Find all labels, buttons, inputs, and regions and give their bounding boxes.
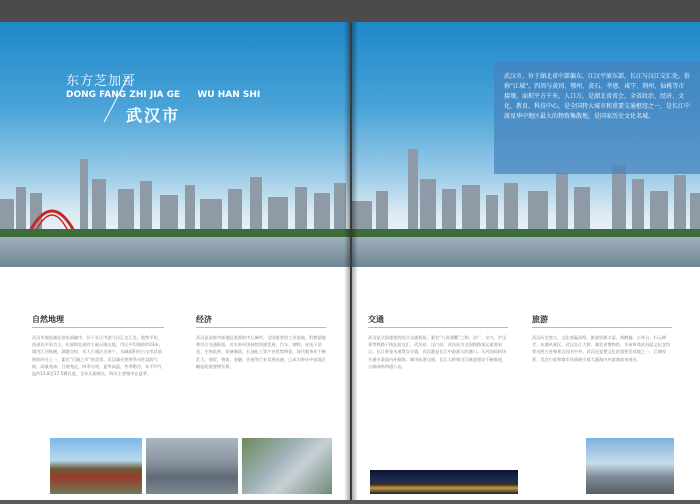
section-divider	[532, 327, 672, 328]
yellow-crane-tower-photo	[50, 438, 142, 494]
title-chinese: 东方芝加哥	[66, 74, 137, 89]
right-page	[352, 22, 700, 500]
section-divider	[196, 327, 326, 328]
city-aerial-photo	[146, 438, 238, 494]
section-divider	[368, 327, 508, 328]
city-skyline	[0, 129, 350, 239]
section-title: 经济	[196, 315, 212, 324]
river	[352, 237, 700, 267]
top-border	[0, 0, 700, 22]
river	[0, 237, 350, 267]
section-body: 武汉历史悠久，文化底蕴深厚，旅游资源丰富。黄鹤楼、古琴台、归元禅寺、东湖风景区、武汉长江大桥、湖北省博物馆、辛亥革命武昌起义纪念馆等名胜古迹和景点闻名中外。武汉还是楚文化的重要发祥地之一，江城夜景、美食小吃和都市风情吸引着大量海内外游客前来观光。	[532, 335, 671, 362]
section-title: 交通	[368, 315, 384, 324]
hero-banner-left	[0, 22, 350, 267]
riverside-stadium-photo	[242, 438, 332, 494]
section-divider	[32, 327, 164, 328]
title-pinyin-right: WU HAN SHI	[197, 90, 261, 100]
section-title: 旅游	[532, 315, 548, 324]
title-pinyin	[66, 90, 260, 100]
night-bridge-photo	[370, 470, 518, 494]
title-pinyin-left: DONG FANG ZHI JIA GE	[66, 90, 181, 100]
section-geography	[32, 314, 164, 377]
intro-text-box: 武汉市，位于湖北省中部偏东，江汉平原东部，长江与汉江交汇处，俗称“江城”。四周与黄冈、鄂州、黄石、孝感、咸宁、荆州、仙桃等市接壤，面积平方千米，人口万，是湖北省省会，全省政治、经济、文化、教育、科技中心，是全国特大城市和重要交通枢纽之一，是长江中游及华中地区最大的物资集散地，是国家历史文化名城。	[494, 62, 700, 174]
page-title	[66, 70, 260, 126]
section-transport	[368, 314, 508, 370]
section-body: 武汉是全国重要的综合交通枢纽，素有“九省通衢”之称。京广、京九、沪汉蓉等铁路干线在此交汇，武汉站、汉口站、武昌站为全国铁路客运重要站点。长江黄金水道贯穿全境，武汉港是长江中游最大的港口。天河国际机场开通多条国内外航线。城市轨道交通、长江大桥和过江隧道建设不断推进，公路网络四通八达。	[368, 335, 507, 369]
section-tourism	[532, 314, 672, 363]
section-title: 自然地理	[32, 315, 64, 324]
section-economy	[196, 314, 326, 370]
section-body: 武汉市地处湖北省东部偏中，位于长江中游与汉江交汇处，地势平坦，西部以平原为主，东部和北部有少量丘陵山地，市区平均海拔约23米。境内江河纵横，湖港交织，有大小湖泊百余个，水域面积约占全市总面积的四分之一，素有“百湖之市”的美誉。武汉属亚热带季风性湿润气候，雨量充沛，日照充足，四季分明，夏季高温，冬季稍冷，年平均气温约15.8至17.5摄氏度，全年无霜期长，降水主要集中在夏季。	[32, 335, 163, 377]
skyline-photo	[586, 438, 674, 494]
title-city: 武汉市	[126, 106, 181, 125]
left-page	[0, 22, 350, 500]
section-body: 武汉是国家中部地区重要的中心城市，全国重要的工业基地、科教基地和综合交通枢纽。近年来经济持续快速发展，汽车、钢铁、光电子信息、生物医药、装备制造、石油化工等产业优势明显，现代服务业不断壮大，商贸、物流、金融、会展等行业发展迅速，已成为带动中部地区崛起的重要增长极。	[196, 335, 326, 369]
